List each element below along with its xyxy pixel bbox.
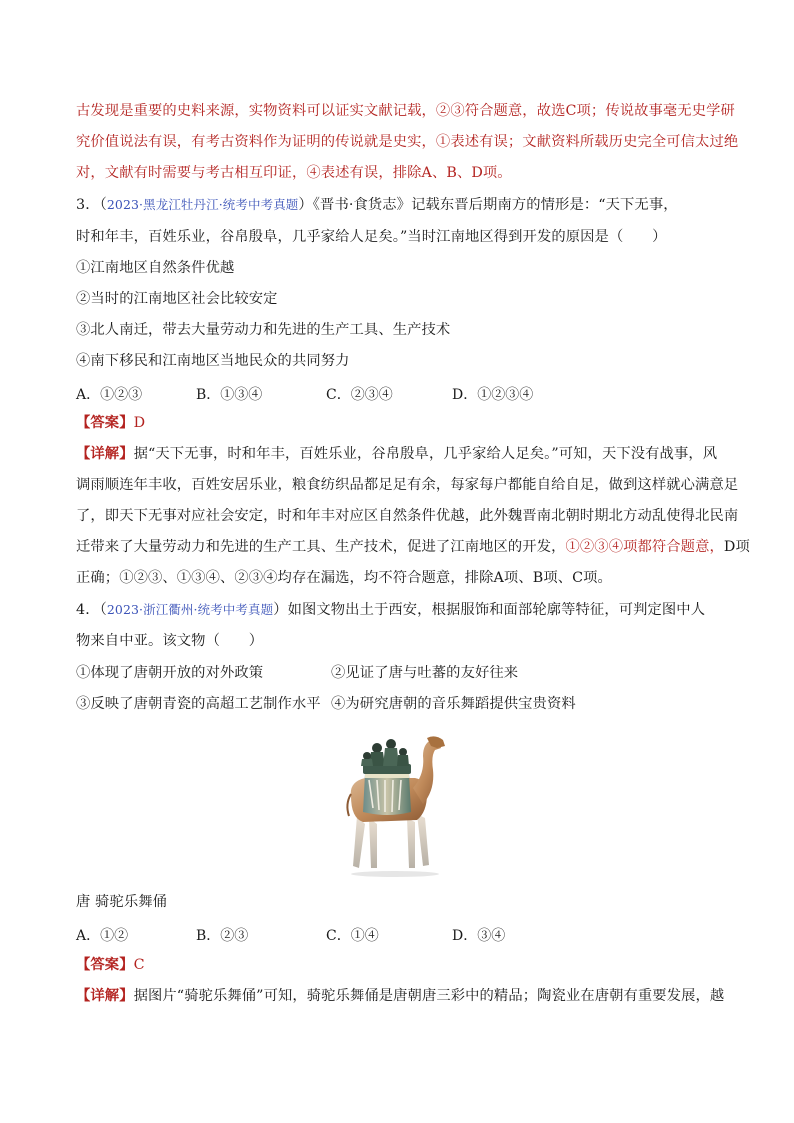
q3-detail-4c: D项 <box>723 539 750 555</box>
q3-stem-line-1 <box>76 196 678 214</box>
q3-detail-1: 据“天下无事，时和年丰，百姓乐业，谷帛殷阜，几乎家给人足矣。”可知，天下没有战事，风 <box>133 446 718 462</box>
q4-option-c: C．①④ <box>326 928 379 944</box>
q3-option-b: B．①③④ <box>196 387 263 403</box>
q3-number: 3．（ <box>76 197 107 213</box>
q3-answer-label: 【答案】 <box>76 415 134 431</box>
intro-line-2: 究价值说法有误，有考古资料作为证明的传说就是史实，①表述有误；文献资料所载历史完全可信太过绝 <box>76 134 739 150</box>
q3-detail-line-1 <box>76 445 717 463</box>
q3-detail-line-3: 了，即天下无事对应社会安定，时和年丰对应区自然条件优越，此外魏晋南北朝时期北方动乱使得北民南 <box>76 508 739 524</box>
q3-option-d: D．①②③④ <box>452 387 534 403</box>
q3-answer <box>76 414 145 432</box>
q3-source: 2023·黑龙江牡丹江·统考中考真题 <box>106 197 299 212</box>
q3-option-a: A．①②③ <box>76 387 143 403</box>
camel-figurine-illustration <box>343 734 447 878</box>
q4-option-a: A．①② <box>76 928 129 944</box>
intro-line-3: 对，文献有时需要与考古相互印证，④表述有误，排除A、B、D项。 <box>76 165 512 181</box>
q4-detail-1: 据图片“骑驼乐舞俑”可知，骑驼乐舞俑是唐朝唐三彩中的精品；陶瓷业在唐朝有重要发展，越 <box>133 988 725 1004</box>
intro-line-1: 古发现是重要的史料来源，实物资料可以证实文献记载，②③符合题意，故选C项；传说故事毫无史学研 <box>76 103 735 119</box>
q3-item-2: ②当时的江南地区社会比较安定 <box>76 291 278 307</box>
figure-caption: 唐 骑驼乐舞俑 <box>76 894 168 910</box>
q4-source: 2023·浙江衢州·统考中考真题 <box>106 602 274 617</box>
q3-detail-label: 【详解】 <box>76 446 134 462</box>
q4-stem-line-2: 物来自中亚。该文物（ ） <box>76 633 264 649</box>
q3-detail-line-5: 正确；①②③、①③④、②③④均存在漏选，均不符合题意，排除A项、B项、C项。 <box>76 570 612 586</box>
q3-answer-value: D <box>133 415 146 431</box>
camel-figurine-image <box>343 734 447 878</box>
q3-detail-4a: 迁带来了大量劳动力和先进的生产工具、生产技术，促进了江南地区的开发， <box>76 539 566 555</box>
q4-answer-value: C <box>133 957 145 973</box>
q3-detail-line-4 <box>76 538 750 556</box>
q4-detail-line-1 <box>76 987 724 1005</box>
q4-item-3: ③反映了唐朝青瓷的高超工艺制作水平 <box>76 696 321 712</box>
q4-item-1: ①体现了唐朝开放的对外政策 <box>76 665 264 681</box>
q3-item-1: ①江南地区自然条件优越 <box>76 260 235 276</box>
q3-detail-line-2: 调雨顺连年丰收，百姓安居乐业，粮食纺织品都足足有余，每家每户都能自给自足，做到这样就心满意足 <box>76 477 739 493</box>
q4-option-b: B．②③ <box>196 928 249 944</box>
q3-item-4: ④南下移民和江南地区当地民众的共同努力 <box>76 353 350 369</box>
q4-number: 4．（ <box>76 602 107 618</box>
q4-item-2: ②见证了唐与吐蕃的友好往来 <box>331 665 519 681</box>
q3-option-c: C．②③④ <box>326 387 393 403</box>
q4-option-d: D．③④ <box>452 928 506 944</box>
q4-stem-a: ）如图文物出土于西安，根据服饰和面部轮廓等特征，可判定图中人 <box>273 602 706 618</box>
q3-item-3: ③北人南迁，带去大量劳动力和先进的生产工具、生产技术 <box>76 322 451 338</box>
q3-stem-a: ）《晋书·食货志》记载东晋后期南方的情形是：“天下无事， <box>298 197 678 213</box>
q4-answer-label: 【答案】 <box>76 957 134 973</box>
q3-detail-4b: ①②③④项都符合题意， <box>565 539 724 555</box>
q4-stem-line-1 <box>76 601 705 619</box>
q4-answer <box>76 956 145 974</box>
q4-detail-label: 【详解】 <box>76 988 134 1004</box>
q4-item-4: ④为研究唐朝的音乐舞蹈提供宝贵资料 <box>331 696 576 712</box>
q3-stem-line-2: 时和年丰，百姓乐业，谷帛殷阜，几乎家给人足矣。”当时江南地区得到开发的原因是（ ） <box>76 229 667 245</box>
